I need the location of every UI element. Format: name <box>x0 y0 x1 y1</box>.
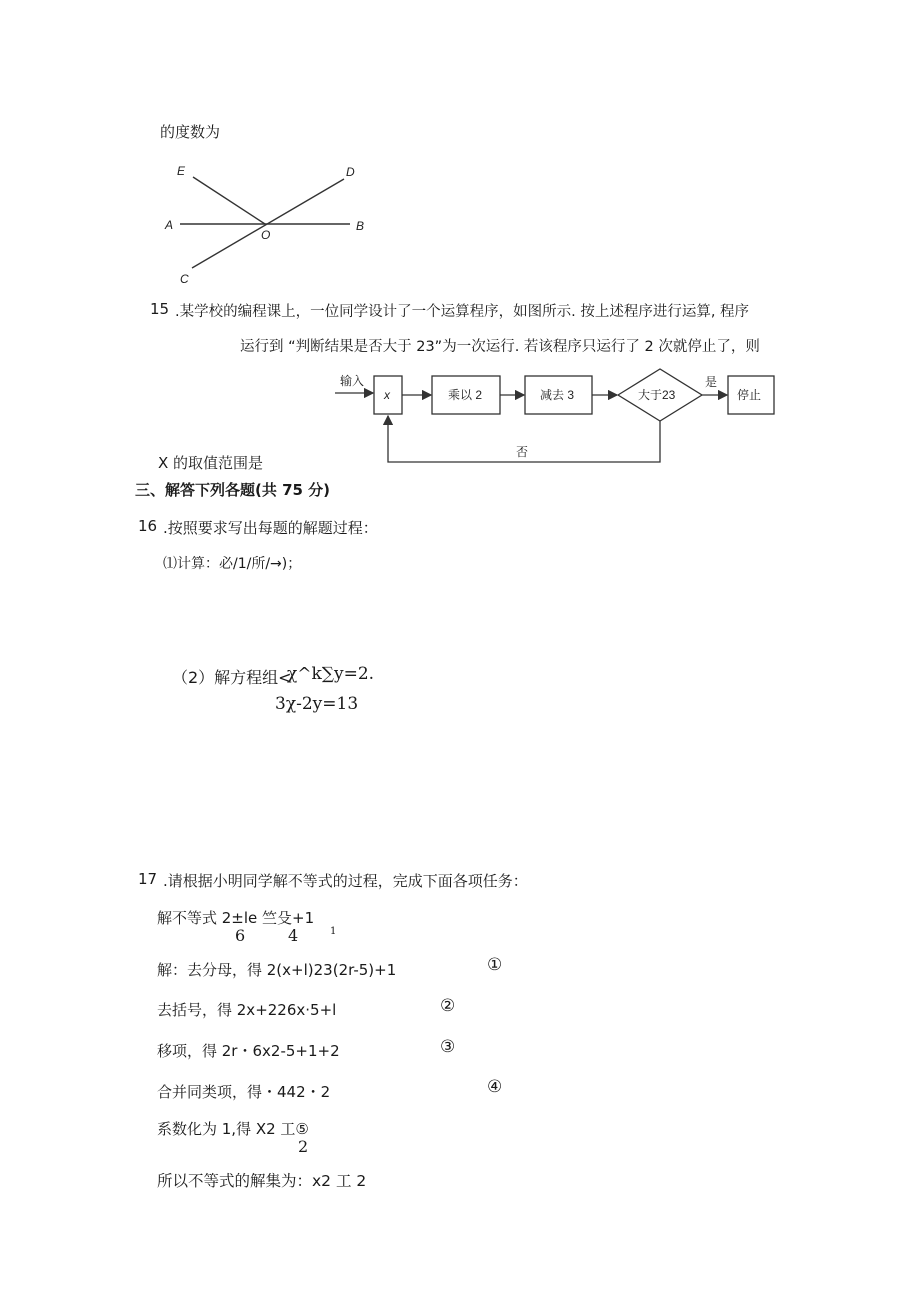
flow-multiply-label: 乘以 2 <box>448 388 483 402</box>
q15-line1: .某学校的编程课上，一位同学设计了一个运算程序，如图所示. 按上述程序进行运算, 程序 <box>175 304 750 320</box>
q17-step1: 解：去分母，得 2(x+l)23(2r-5)+1 <box>157 961 397 979</box>
q17-step4: 合并同类项，得・442・2 <box>157 1083 331 1101</box>
q15-line3: X 的取值范围是 <box>158 454 264 472</box>
label-d: D <box>346 165 355 179</box>
q17-step2: 去括号，得 2x+226x·5+l <box>157 1001 337 1019</box>
q15-line2: 运行到 “判断结果是否大于 23”为一次运行. 若该程序只运行了 2 次就停止了，则 <box>240 339 760 355</box>
q17-step1-mark: ① <box>487 955 503 975</box>
q16-part2-label: （2）解方程组< <box>172 668 292 687</box>
q16-part1: ⑴计算：必/1/所/→)； <box>163 556 302 572</box>
flow-yes-label: 是 <box>705 375 718 389</box>
q16-part2-eq1: χ^k∑y=2. <box>287 664 375 684</box>
q17-problem-den1: 6 <box>235 926 246 945</box>
angle-figure <box>155 155 385 290</box>
flow-judge-label: 大于23 <box>638 388 676 402</box>
flow-subtract-label: 减去 3 <box>540 388 575 402</box>
q17-problem: 解不等式 2±le 竺殳+1 <box>157 909 315 927</box>
q14-tail-text: 的度数为 <box>160 123 221 141</box>
program-flowchart <box>330 365 790 470</box>
section3-title: 三、解答下列各题(共 75 分) <box>135 481 331 499</box>
label-a: A <box>165 218 174 232</box>
q17-step5-den: 2 <box>298 1137 309 1156</box>
q15-number: 15 <box>150 300 170 318</box>
q16-part2-eq2: 3χ-2y=13 <box>275 694 359 714</box>
label-e: E <box>177 164 186 178</box>
q17-problem-sup: 1 <box>330 926 337 937</box>
flow-x-label: x <box>384 388 390 402</box>
q16-number: 16 <box>138 517 158 535</box>
flow-no-label: 否 <box>516 445 529 459</box>
label-o: O <box>261 228 271 242</box>
ray-oe <box>193 177 265 224</box>
q17-intro: .请根据小明同学解不等式的过程，完成下面各项任务： <box>163 872 528 890</box>
flow-stop-label: 停止 <box>737 388 762 402</box>
q17-step3-mark: ③ <box>440 1037 456 1057</box>
q17-step3: 移项，得 2r・6x2-5+1+2 <box>157 1042 340 1060</box>
q17-number: 17 <box>138 870 158 888</box>
label-c: C <box>180 272 189 286</box>
q17-problem-den2: 4 <box>288 926 299 945</box>
q16-intro: .按照要求写出每题的解题过程： <box>163 519 378 537</box>
label-b: B <box>356 219 365 233</box>
flow-input-label: 输入 <box>340 374 365 388</box>
q17-step4-mark: ④ <box>487 1077 503 1097</box>
q17-step2-mark: ② <box>440 996 456 1016</box>
q17-conclusion: 所以不等式的解集为：x2 工 2 <box>157 1172 367 1190</box>
q17-step5: 系数化为 1,得 X2 工⑤ <box>157 1120 309 1138</box>
